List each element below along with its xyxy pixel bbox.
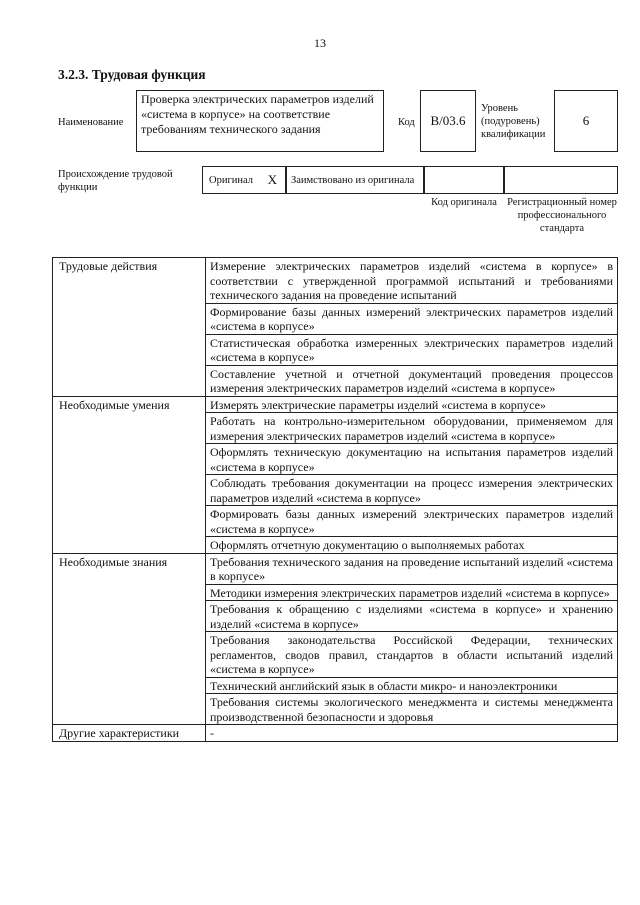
code-label: Код — [398, 117, 415, 128]
original-code-cell — [424, 166, 504, 194]
origin-row — [202, 166, 618, 194]
table-row — [53, 725, 618, 742]
row-item: Технический английский язык в области микро- и наноэлектроники — [206, 677, 618, 694]
function-code-box: B/03.6 — [420, 90, 476, 152]
row-category: Трудовые действия — [53, 258, 206, 397]
original-cell — [202, 166, 286, 194]
origin-label: Происхождение трудовой функции — [58, 169, 173, 193]
row-item: Формировать базы данных измерений электрических параметров изделий «система в корпусе» — [206, 506, 618, 537]
labor-function-table — [52, 257, 618, 742]
original-mark: X — [267, 172, 277, 187]
row-item: Работать на контрольно-измерительном оборудовании, применяемом для измерения электрических параметров изделий «система в корпусе» — [206, 413, 618, 444]
row-category: Другие характеристики — [53, 725, 206, 742]
row-item: Статистическая обработка измеренных электрических параметров изделий «система в корпусе» — [206, 334, 618, 365]
page-number: 13 — [314, 36, 326, 50]
row-item: Требования системы экологического менеджмента и системы менеджмента производственной безопасности и здоровья — [206, 694, 618, 725]
row-item: - — [206, 725, 618, 742]
row-item: Составление учетной и отчетной документаций проведения процессов измерения электрических параметров изделий «система в корпусе» — [206, 365, 618, 396]
table-row — [53, 258, 618, 304]
name-label: Наименование — [58, 117, 124, 128]
registration-number-cell — [504, 166, 618, 194]
original-code-caption: Код оригинала — [431, 197, 497, 208]
qualification-level-box: 6 — [554, 90, 618, 152]
row-item: Измерять электрические параметры изделий «система в корпусе» — [206, 396, 618, 413]
table-row — [53, 553, 618, 584]
row-category: Необходимые знания — [53, 553, 206, 725]
row-item: Методики измерения электрических параметров изделий «система в корпусе» — [206, 584, 618, 601]
row-item: Требования к обращению с изделиями «система в корпусе» и хранению изделий «система в корпусе» — [206, 601, 618, 632]
section-title: 3.2.3. Трудовая функция — [58, 67, 206, 82]
level-label: Уровень (подуровень) квалификации — [481, 103, 546, 140]
function-name-box: Проверка электрических параметров изделий «система в корпусе» на соответствие требованиям технического задания — [136, 90, 384, 152]
row-item: Формирование базы данных измерений электрических параметров изделий «система в корпусе» — [206, 303, 618, 334]
row-item: Оформлять техническую документацию на испытания параметров изделий «система в корпусе» — [206, 444, 618, 475]
row-item: Оформлять отчетную документацию о выполняемых работах — [206, 537, 618, 554]
row-item: Измерение электрических параметров изделий «система в корпусе» в соответствии с утвержденной программой испытаний и требованиями технического задания на проведение испытаний — [206, 258, 618, 304]
row-item: Требования законодательства Российской Федерации, технических регламентов, сводов правил, стандартов в области испытаний изделий «система в корпусе» — [206, 632, 618, 678]
table-row — [53, 396, 618, 413]
row-category: Необходимые умения — [53, 396, 206, 553]
borrowed-cell: Заимствовано из оригинала — [286, 166, 424, 194]
registration-number-caption: Регистрационный номер профессионального стандарта — [507, 197, 617, 234]
original-label: Оригинал — [209, 174, 253, 186]
row-item: Требования технического задания на проведение испытаний изделий «система в корпусе» — [206, 553, 618, 584]
row-item: Соблюдать требования документации на процесс измерения электрических параметров изделий «система в корпусе» — [206, 475, 618, 506]
